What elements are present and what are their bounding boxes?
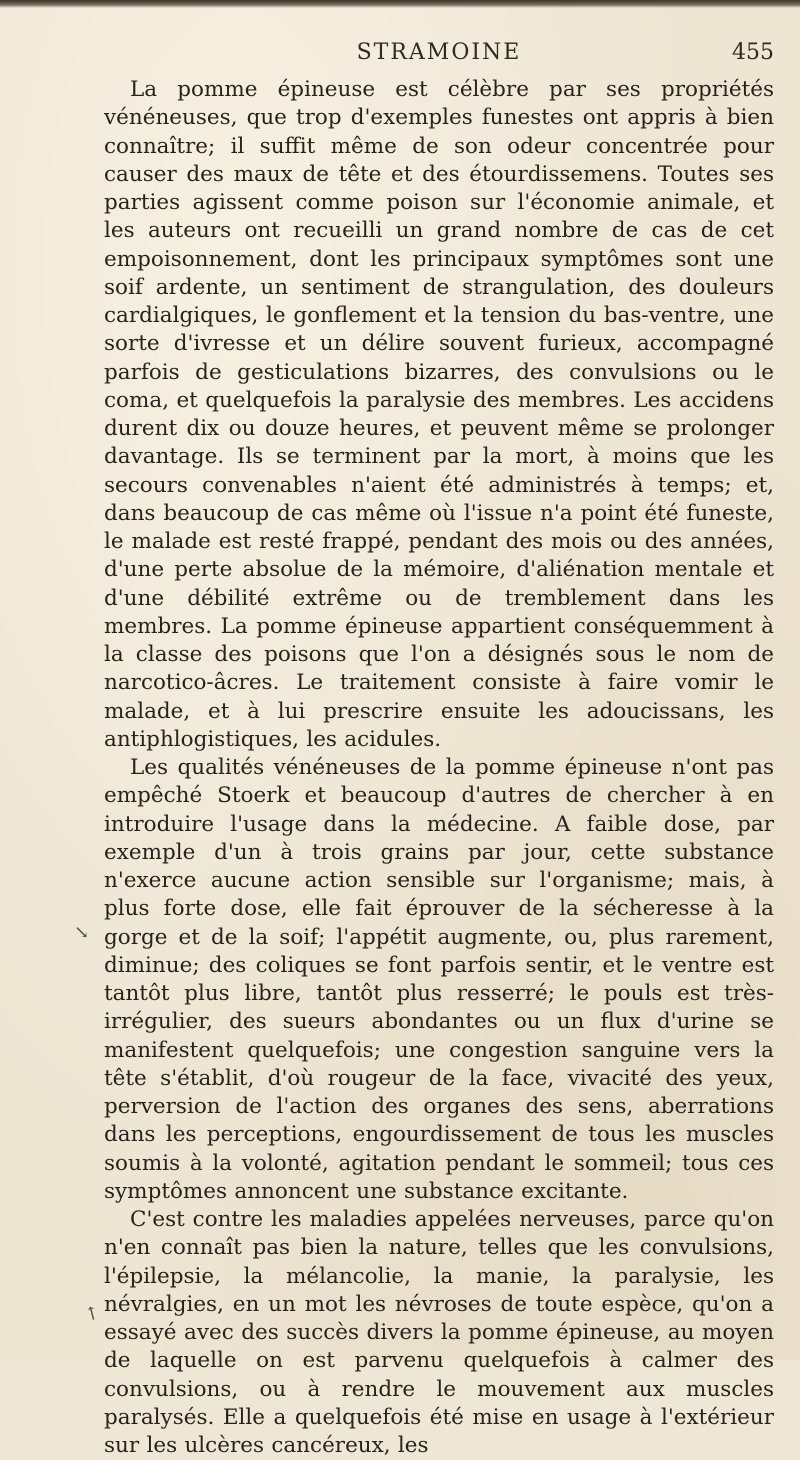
margin-mark-left-lower: ↖	[80, 1300, 104, 1327]
running-header	[104, 40, 774, 74]
page-number: 455	[732, 40, 774, 65]
paragraph-2: Les qualités vénéneuses de la pomme épineuse n'ont pas empêché Stoerk et beaucoup d'autres de chercher à en introduire l'usage dans la médecine. A faible dose, par exemple d'un à trois grains par jour, cette substance n'exerce aucune action sensible sur l'organisme; mais, à plus forte dose, elle fait éprouver de la sécheresse à la gorge et de la soif; l'appétit augmente, ou, plus rarement, diminue; des coliques se font parfois sentir, et le ventre est tantôt plus libre, tantôt plus resserré; le pouls est très-irrégulier, des sueurs abondantes ou un flux d'urine se manifestent quelquefois; une congestion sanguine vers la tête s'établit, d'où rougeur de la face, vivacité des yeux, perversion de l'action des organes des sens, aberrations dans les perceptions, engourdissement de tous les muscles soumis à la volonté, agitation pendant le sommeil; tous ces symptômes annoncent une substance excitante.	[104, 755, 774, 1204]
margin-mark-left-upper: ↘	[74, 922, 90, 943]
paragraph-1: La pomme épineuse est célèbre par ses propriétés vénéneuses, que trop d'exemples funestes ont appris à bien connaître; il suffit même de son odeur concentrée pour causer des maux de tête et des étourdissemens. Toutes ses parties agissent comme poison sur l'économie animale, et les auteurs ont recueilli un grand nombre de cas de cet empoisonnement, dont les principaux symptômes sont une soif ardente, un sentiment de strangulation, des douleurs cardialgiques, le gonflement et la tension du bas-ventre, une sorte d'ivresse et un délire souvent furieux, accompagné parfois de gesticulations bizarres, des convulsions ou le coma, et quelquefois la paralysie des membres. Les accidens durent dix ou douze heures, et peuvent même se prolonger davantage. Ils se terminent par la mort, à moins que les secours convenables n'aient été administrés à temps; et, dans beaucoup de cas même où l'issue n'a point été funeste, le malade est resté frappé, pendant des mois ou des années, d'une perte absolue de la mémoire, d'aliénation mentale et d'une débilité extrême ou de tremblement dans les membres. La pomme épineuse appartient conséquemment à la classe des poisons que l'on a désignés sous le nom de narcotico-âcres. Le traitement consiste à faire vomir le malade, et à lui prescrire ensuite les adoucissans, les antiphlogistiques, les acidules.	[104, 77, 774, 752]
body-text	[104, 76, 774, 1460]
page-top-edge-shadow	[0, 0, 800, 8]
paragraph-3: C'est contre les maladies appelées nerveuses, parce qu'on n'en connaît pas bien la nature, telles que les convulsions, l'épilepsie, la mélancolie, la manie, la paralysie, les névralgies, en un mot les névroses de toute espèce, qu'on a essayé avec des succès divers la pomme épineuse, au moyen de laquelle on est parvenu quelquefois à calmer des convulsions, ou à rendre le mouvement aux muscles paralysés. Elle a quelquefois été mise en usage à l'extérieur sur les ulcères cancéreux, les	[104, 1207, 774, 1458]
running-title: STRAMOINE	[356, 40, 522, 65]
